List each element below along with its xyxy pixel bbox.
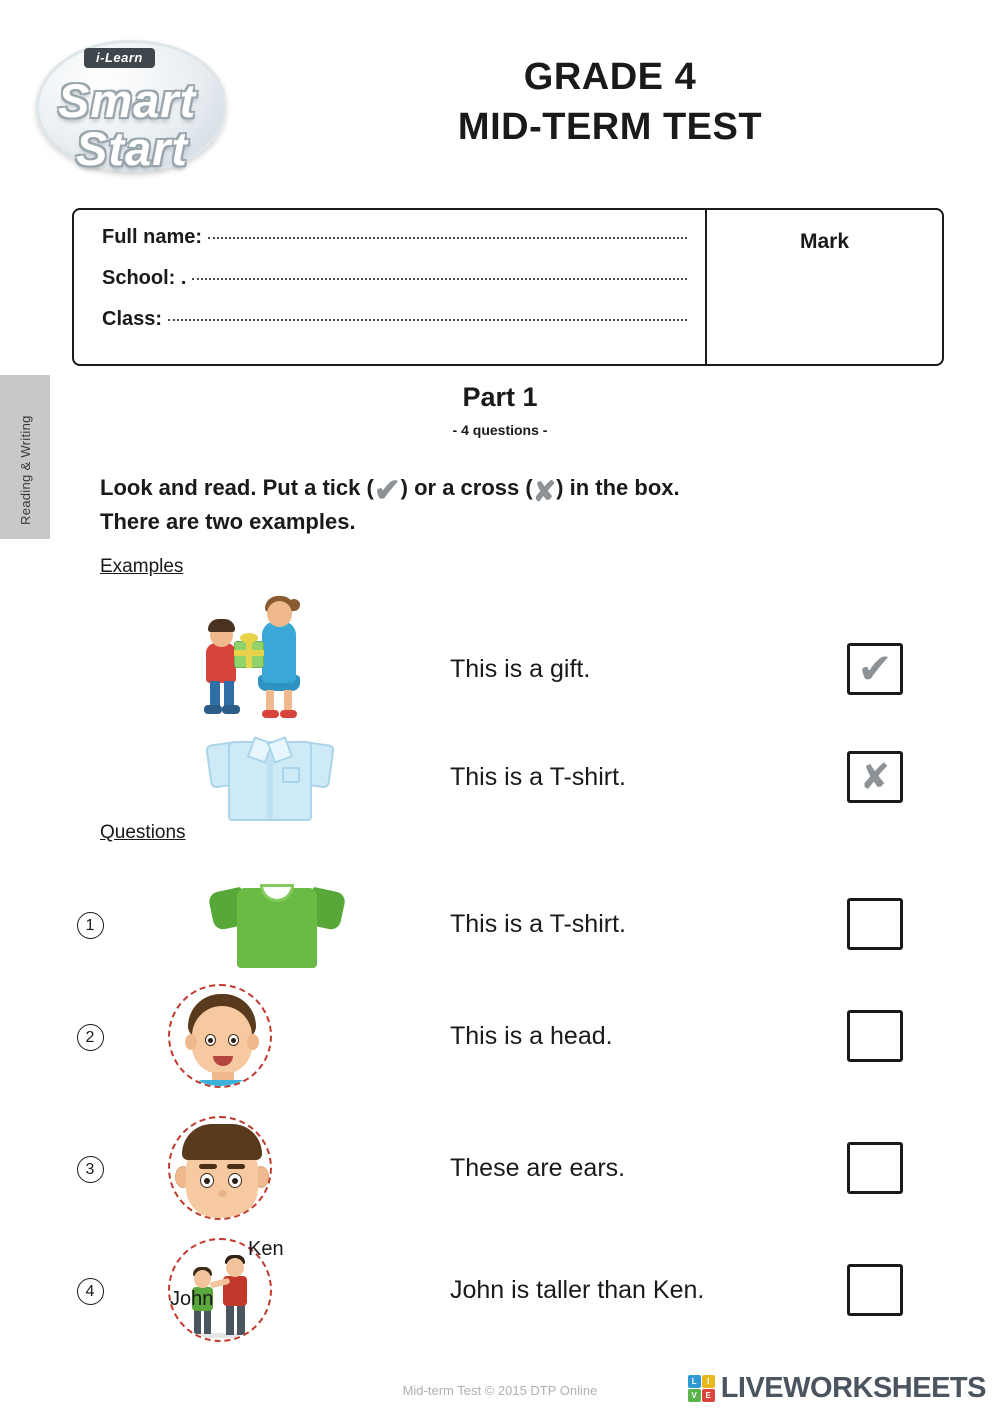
mark-letter-e: E (702, 1389, 715, 1402)
question-2-number-circle: 2 (77, 1024, 104, 1051)
question-4-number-circle: 4 (77, 1278, 104, 1305)
class-label: Class: (102, 308, 163, 330)
blue-shirt-illustration (210, 731, 330, 823)
full-name-label: Full name: (102, 226, 203, 248)
question-4-answer-box[interactable] (847, 1264, 903, 1316)
question-3-sentence: These are ears. (450, 1153, 626, 1182)
logo-word-smart: Smart (58, 74, 197, 127)
example-row-1-answer-cell (800, 643, 950, 695)
question-2-number (60, 1022, 120, 1051)
mark-letter-i: I (702, 1375, 715, 1388)
question-3-dashed-frame (168, 1116, 272, 1220)
liveworksheets-wordmark: LIVEWORKSHEETS (720, 1372, 986, 1404)
question-4-answer-cell[interactable] (800, 1264, 950, 1316)
question-1-sentence: This is a T-shirt. (450, 909, 626, 938)
student-fields (74, 210, 707, 364)
questions-label: Questions (100, 822, 186, 843)
example-row-2-answer-cell (800, 751, 950, 803)
school-input[interactable] (192, 278, 687, 280)
side-tab-label: Reading & Writing (18, 415, 33, 525)
example-row-2-answer-box: ✘ (847, 751, 903, 803)
question-4-sentence: John is taller than Ken. (450, 1275, 705, 1304)
class-row (102, 308, 705, 331)
boy-face-ears-illustration (170, 1118, 272, 1220)
section-side-tab (0, 375, 50, 539)
question-3-answer-cell[interactable] (800, 1142, 950, 1194)
footer-copyright: Mid-term Test © 2015 DTP Online (402, 1383, 598, 1398)
brand-logo (28, 18, 238, 183)
part-subtitle: - 4 questions - (452, 422, 548, 438)
school-label: School: . (102, 267, 187, 289)
question-3-number (60, 1154, 120, 1183)
gift-scene-illustration (170, 595, 350, 725)
question-2-picture (120, 982, 420, 1090)
full-name-row (102, 226, 705, 249)
question-1-number-circle: 1 (77, 912, 104, 939)
examples-label: Examples (100, 556, 184, 577)
question-row-2 (60, 982, 950, 1090)
title-line-2: MID-TERM TEST (457, 106, 763, 149)
class-input[interactable] (168, 319, 687, 321)
example-row-1 (60, 615, 950, 723)
question-1-answer-box[interactable] (847, 898, 903, 950)
title-line-1: GRADE 4 (523, 56, 697, 98)
example-row-1-picture (120, 615, 420, 723)
example-row-2 (60, 723, 950, 831)
liveworksheets-logo[interactable] (688, 1372, 986, 1405)
question-row-1 (60, 870, 950, 978)
instruction-text (100, 472, 940, 538)
example-row-1-sentence: This is a gift. (450, 654, 591, 683)
logo-word-start: Start (76, 122, 189, 175)
question-1-picture (120, 870, 420, 978)
mark-letter-l: L (688, 1375, 701, 1388)
green-tshirt-illustration (215, 874, 345, 974)
question-1-answer-cell[interactable] (800, 898, 950, 950)
question-3-number-circle: 3 (77, 1156, 104, 1183)
example-row-2-sentence: This is a T-shirt. (450, 762, 626, 791)
question-row-3 (60, 1114, 950, 1222)
instruction-part-b: ) or a cross ( (400, 475, 533, 500)
label-john: John (170, 1288, 214, 1310)
question-4-number (60, 1276, 120, 1305)
question-1-number (60, 910, 120, 939)
student-info-box (72, 208, 944, 366)
question-3-picture (120, 1114, 420, 1222)
instruction-part-c: ) in the box. (556, 475, 680, 500)
tick-icon: ✔ (373, 472, 401, 508)
mark-letter-v: V (688, 1389, 701, 1402)
page-title (250, 52, 970, 152)
question-2-answer-box[interactable] (847, 1010, 903, 1062)
question-2-sentence: This is a head. (450, 1021, 613, 1050)
example-row-2-picture (120, 723, 420, 831)
instruction-part-a: Look and read. Put a tick ( (100, 475, 374, 500)
school-row (102, 267, 705, 290)
question-3-answer-box[interactable] (847, 1142, 903, 1194)
cross-icon: ✘ (532, 476, 557, 507)
question-2-dashed-frame (168, 984, 272, 1088)
label-ken: Ken (248, 1238, 284, 1260)
mark-cell (707, 210, 942, 364)
mark-label: Mark (799, 230, 850, 253)
instruction-line-2: There are two examples. (100, 509, 356, 534)
part-title: Part 1 (462, 382, 538, 412)
liveworksheets-mark-icon (688, 1375, 715, 1402)
full-name-input[interactable] (208, 237, 687, 239)
boy-face-illustration (170, 986, 272, 1088)
question-2-answer-cell[interactable] (800, 1010, 950, 1062)
example-row-1-answer-box: ✔ (847, 643, 903, 695)
logo-tag: i-Learn (84, 48, 155, 68)
